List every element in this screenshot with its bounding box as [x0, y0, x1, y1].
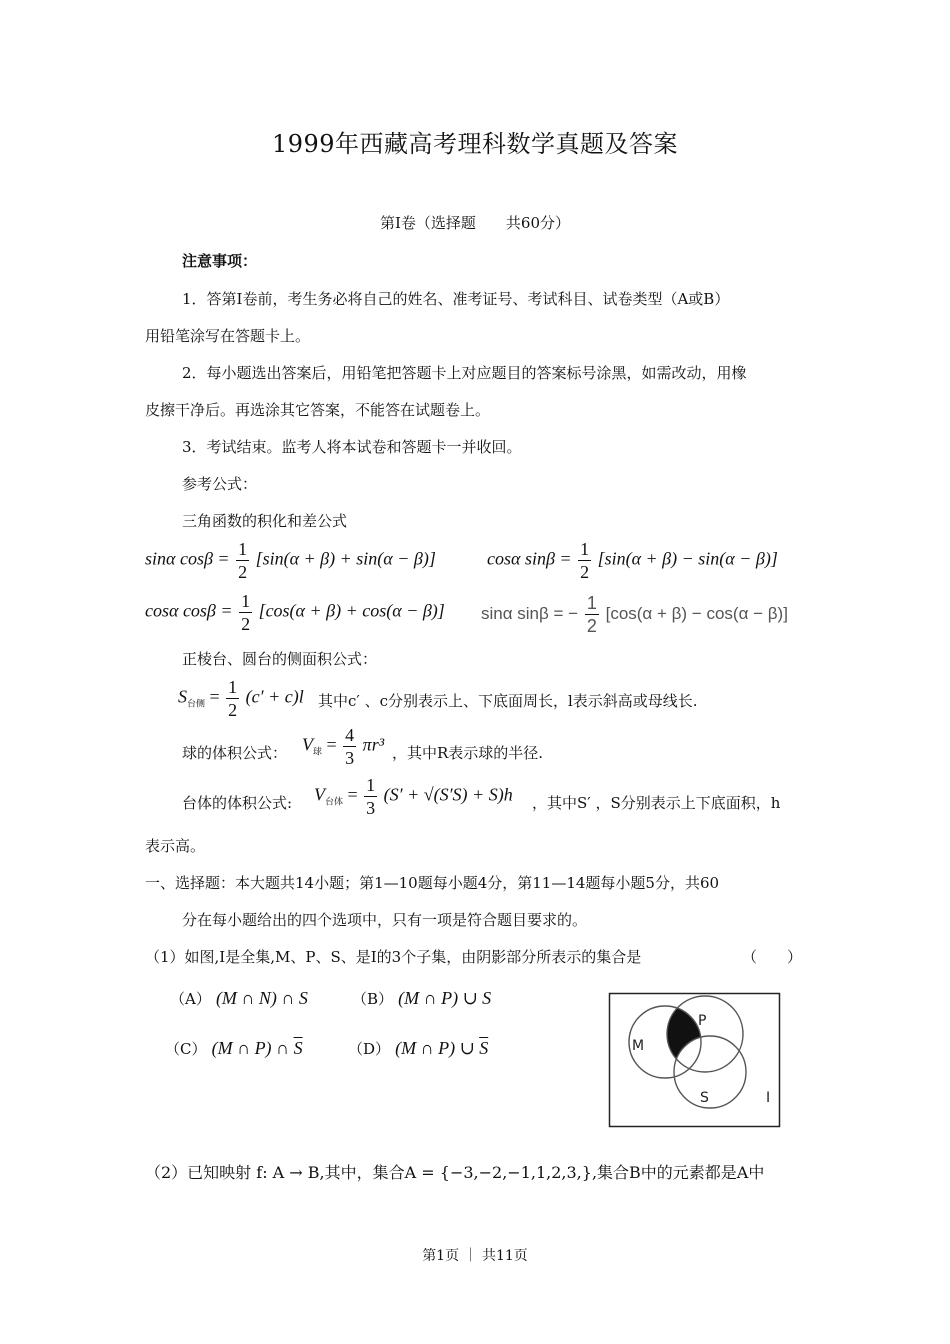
page-footer: 第1页 ｜ 共11页	[422, 1248, 528, 1264]
option-label: （D）	[348, 1040, 391, 1058]
sphere-rhs: πr³	[362, 734, 385, 755]
q1-option-a[interactable]	[170, 988, 308, 1009]
reference-label: 参考公式：	[182, 475, 258, 493]
section-header: 第Ⅰ卷（选择题 共60分）	[379, 214, 570, 232]
fraction-half: $\frac{1}{2}$	[238, 539, 248, 582]
sphere-eq: =	[326, 734, 337, 755]
q1-answer-blank: （ ）	[742, 948, 803, 966]
fraction-half: $\frac{1}{2}$	[586, 593, 597, 636]
option-label: （A）	[170, 990, 211, 1008]
lateral-formula	[178, 678, 304, 719]
option-expr: (M ∩ P) ∪ S	[398, 988, 492, 1008]
section1-intro: 一、选择题：本大题共14小题；第1—10题每小题4分，第11—14题每小题5分，共60	[145, 874, 720, 892]
frustum-formula	[314, 776, 513, 817]
sphere-description: ，其中R表示球的半径.	[392, 744, 544, 762]
fraction-half: $\frac{1}{2}$	[228, 677, 238, 720]
option-expr: (M ∩ N) ∩ S	[215, 988, 308, 1008]
frustum-description-cont: 表示高。	[145, 837, 206, 855]
q1-option-c[interactable]	[165, 1038, 303, 1059]
lateral-description: 其中c′ 、c分别表示上、下底面周长，l表示斜高或母线长.	[318, 692, 698, 710]
label-P: P	[698, 1013, 707, 1029]
option-expr: (M ∩ P) ∩ $\overline{S}$	[211, 1038, 303, 1058]
lateral-eq: =	[209, 686, 220, 707]
frustum-description: ，其中S′ ，S分别表示上下底面积，h	[532, 794, 781, 812]
notice-heading: 注意事项：	[182, 252, 258, 270]
notice-item-3: 3．考试结束。监考人将本试卷和答题卡一并收回。	[182, 438, 522, 456]
frustum-eq: =	[347, 784, 358, 805]
frustum-V: V	[314, 784, 325, 805]
notice-item-1: 1．答第Ⅰ卷前，考生务必将自己的姓名、准考证号、考试科目、试卷类型（A或B）	[182, 290, 730, 308]
sphere-V: V	[302, 734, 313, 755]
label-S: S	[700, 1090, 709, 1106]
fraction-four-thirds: $\frac{4}{3}$	[345, 725, 355, 768]
frustum-subscript: 台体	[325, 796, 344, 807]
formula-lhs: sinα cosβ =	[145, 548, 230, 569]
frustum-rhs: (S′ + √(S′S) + S)h	[383, 784, 513, 805]
formula-rhs: [sin(α + β) + sin(α − β)]	[255, 548, 436, 569]
formula-lhs: cosα cosβ =	[145, 600, 233, 621]
notice-item-2-cont: 皮擦干净后。再选涂其它答案，不能答在试题卷上。	[145, 401, 491, 419]
venn-diagram	[608, 992, 782, 1128]
fraction-one-third: $\frac{1}{3}$	[366, 775, 376, 818]
notice-item-2: 2．每小题选出答案后，用铅笔把答题卡上对应题目的答案标号涂黑，如需改动，用橡	[182, 364, 747, 382]
frustum-label: 台体的体积公式:	[182, 794, 293, 812]
formula-lhs: cosα sinβ =	[487, 548, 572, 569]
q1-stem: （1）如图,Ⅰ是全集,M、P、S、是Ⅰ的3个子集，由阴影部分所表示的集合是	[145, 948, 642, 966]
lateral-heading: 正棱台、圆台的侧面积公式：	[182, 650, 378, 668]
notice-item-1-cont: 用铅笔涂写在答题卡上。	[145, 327, 311, 345]
q1-option-b[interactable]	[352, 988, 491, 1009]
q1-option-d[interactable]	[348, 1038, 488, 1059]
lateral-rhs: (c′ + c)l	[245, 686, 304, 707]
lateral-S: S	[178, 686, 187, 707]
q2-stem: （2）已知映射 f: A → B,其中，集合A = {−3,−2,−1,1,2,3,},集合B中的元素都是A中	[145, 1163, 765, 1182]
formula-lhs: sinα sinβ = −	[481, 603, 579, 623]
formula-sin-sin	[481, 594, 788, 635]
sphere-subscript: 球	[313, 746, 323, 757]
trig-heading: 三角函数的积化和差公式	[182, 512, 348, 530]
section1-intro-cont: 分在每小题给出的四个选项中，只有一项是符合题目要求的。	[182, 911, 588, 929]
sphere-label: 球的体积公式：	[182, 744, 288, 762]
sphere-formula	[302, 726, 384, 767]
option-label: （B）	[352, 990, 394, 1008]
formula-rhs: [cos(α + β) − cos(α − β)]	[605, 603, 788, 623]
label-I: I	[766, 1090, 771, 1106]
page-title: 1999年西藏高考理科数学真题及答案	[271, 130, 679, 158]
option-label: （C）	[165, 1040, 207, 1058]
formula-cos-cos	[145, 592, 445, 633]
formula-cos-sin	[487, 540, 778, 581]
formula-sin-cos	[145, 540, 436, 581]
label-M: M	[632, 1038, 645, 1054]
fraction-half: $\frac{1}{2}$	[241, 591, 251, 634]
formula-rhs: [sin(α + β) − sin(α − β)]	[597, 548, 778, 569]
formula-rhs: [cos(α + β) + cos(α − β)]	[258, 600, 445, 621]
fraction-half: $\frac{1}{2}$	[580, 539, 590, 582]
lateral-subscript: 台侧	[187, 698, 206, 709]
option-expr: (M ∩ P) ∪ $\overline{S}$	[395, 1038, 489, 1058]
